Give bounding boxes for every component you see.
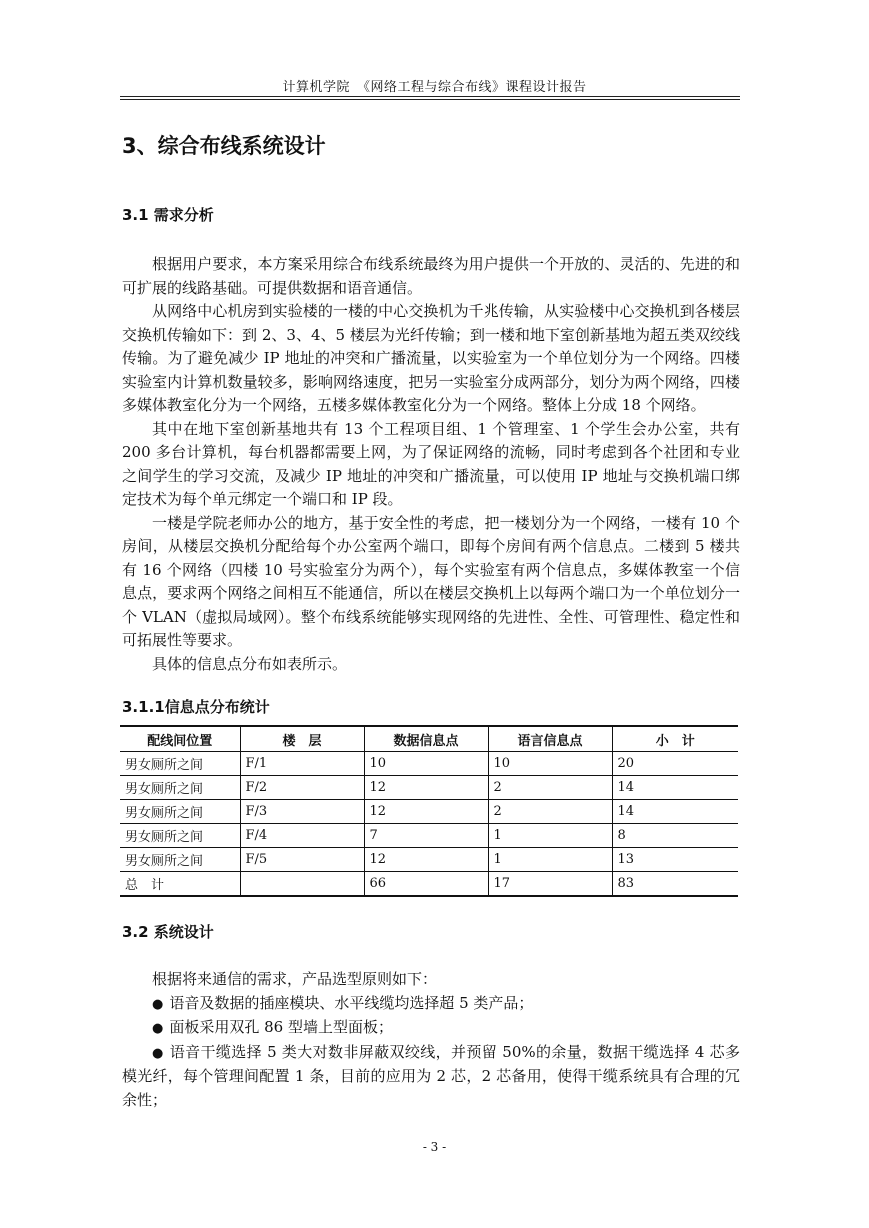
table-cell: 13 [612, 848, 738, 872]
table-cell: F/3 [240, 800, 364, 824]
paragraph: 一楼是学院老师办公的地方，基于安全性的考虑，把一楼划分为一个网络，一楼有 10 个房间，从楼层交换机分配给每个办公室两个端口，即每个房间有两个信息点。二楼到 5 楼共有 16 个网络（四楼 10 号实验室分为两个），每个实验室有两个信息点，多媒体教室一个信息点，要求两个网络之间相互不能通信，所以在楼层交换机上以每两个端口为一个单位划分一个 VLAN（虚拟局域网）。整个布线系统能够实现网络的先进性、全性、可管理性、稳定性和可拓展性等要求。 [122, 513, 740, 649]
paragraph: 根据将来通信的需求，产品选型原则如下： [152, 970, 438, 988]
section-3-1-1-title: 3.1.1信息点分布统计 [122, 698, 270, 716]
list-item [122, 992, 740, 1017]
table-row [120, 824, 738, 848]
list-item [122, 1041, 740, 1113]
table-cell: 2 [488, 776, 612, 800]
table-cell: 男女厕所之间 [120, 800, 240, 824]
bullet-icon: ● [152, 996, 164, 1012]
table-cell: 2 [488, 800, 612, 824]
table-row [120, 752, 738, 776]
section-3-1-title: 3.1 需求分析 [122, 206, 214, 224]
table-cell: 男女厕所之间 [120, 776, 240, 800]
table-cell: 7 [364, 824, 488, 848]
table-cell: 8 [612, 824, 738, 848]
header-rule [120, 96, 740, 100]
table-cell: F/4 [240, 824, 364, 848]
column-header: 数据信息点 [364, 726, 488, 752]
table-cell: 10 [488, 752, 612, 776]
list-item-text: 面板采用双孔 86 型墙上型面板； [169, 1018, 393, 1036]
table-cell: 17 [488, 872, 612, 897]
list-item-text: 语音及数据的插座模块、水平线缆均选择超 5 类产品； [169, 993, 534, 1012]
table-cell: 12 [364, 776, 488, 800]
table-cell: 12 [364, 848, 488, 872]
page-number: - 3 - [422, 1140, 447, 1154]
table-cell: 66 [364, 872, 488, 897]
section-3-2-body [122, 968, 740, 1112]
paragraph: 其中在地下室创新基地共有 13 个工程项目组、1 个管理室、1 个学生会办公室，共有 200 多台计算机，每台机器都需要上网，为了保证网络的流畅，同时考虑到各个社团和专业之间学生的学习交流，及减少 IP 地址的冲突和广播流量，可以使用 IP 地址与交换机端口绑定技术为每个单元绑定一个端口和 IP 段。 [122, 419, 740, 508]
column-header: 语言信息点 [488, 726, 612, 752]
column-header: 配线间位置 [120, 726, 240, 752]
table-cell: 总 计 [120, 872, 240, 897]
paragraph: 根据用户要求，本方案采用综合布线系统最终为用户提供一个开放的、灵活的、先进的和可扩展的线路基础。可提供数据和语音通信。 [122, 255, 740, 297]
table-header-row [120, 726, 738, 752]
table-cell: 1 [488, 824, 612, 848]
table-cell: F/1 [240, 752, 364, 776]
table-cell: 12 [364, 800, 488, 824]
table-row [120, 776, 738, 800]
section-3-2-title: 3.2 系统设计 [122, 923, 214, 941]
info-point-table [120, 725, 738, 897]
chapter-title: 3、综合布线系统设计 [122, 134, 326, 158]
table-row [120, 800, 738, 824]
table-cell: 男女厕所之间 [120, 824, 240, 848]
paragraph: 具体的信息点分布如表所示。 [152, 654, 348, 673]
page-header: 计算机学院 《网络工程与综合布线》课程设计报告 [282, 80, 587, 95]
bullet-icon: ● [152, 1021, 164, 1036]
column-header: 小 计 [612, 726, 738, 752]
table-total-row [120, 872, 738, 897]
table-cell: F/2 [240, 776, 364, 800]
list-item-text: 语音干缆选择 5 类大对数非屏蔽双绞线，并预留 50%的余量，数据干缆选择 4 芯多模光纤，每个管理间配置 1 条，目前的应用为 2 芯，2 芯备用，使得干缆系统具有合理的冗余性； [122, 1042, 741, 1109]
table-cell: 男女厕所之间 [120, 752, 240, 776]
column-header: 楼 层 [240, 726, 364, 752]
table-cell: F/5 [240, 848, 364, 872]
list-item [122, 1016, 740, 1041]
table-cell: 1 [488, 848, 612, 872]
bullet-icon: ● [152, 1045, 164, 1061]
table-cell [240, 872, 364, 897]
table-row [120, 848, 738, 872]
section-3-1-body [122, 253, 740, 676]
table-cell: 10 [364, 752, 488, 776]
table-cell: 14 [612, 776, 738, 800]
paragraph: 从网络中心机房到实验楼的一楼的中心交换机为千兆传输，从实验楼中心交换机到各楼层交换机传输如下：到 2、3、4、5 楼层为光纤传输；到一楼和地下室创新基地为超五类双绞线传输。为了避免减少 IP 地址的冲突和广播流量，以实验室为一个单位划分为一个网络。四楼实验室内计算机数量较多，影响网络速度，把另一实验室分成两部分，划分为两个网络，四楼多媒体教室化分为一个网络，五楼多媒体教室化分为一个网络。整体上分成 18 个网络。 [122, 302, 740, 414]
table-cell: 男女厕所之间 [120, 848, 240, 872]
table-cell: 83 [612, 872, 738, 897]
table-cell: 14 [612, 800, 738, 824]
table-cell: 20 [612, 752, 738, 776]
